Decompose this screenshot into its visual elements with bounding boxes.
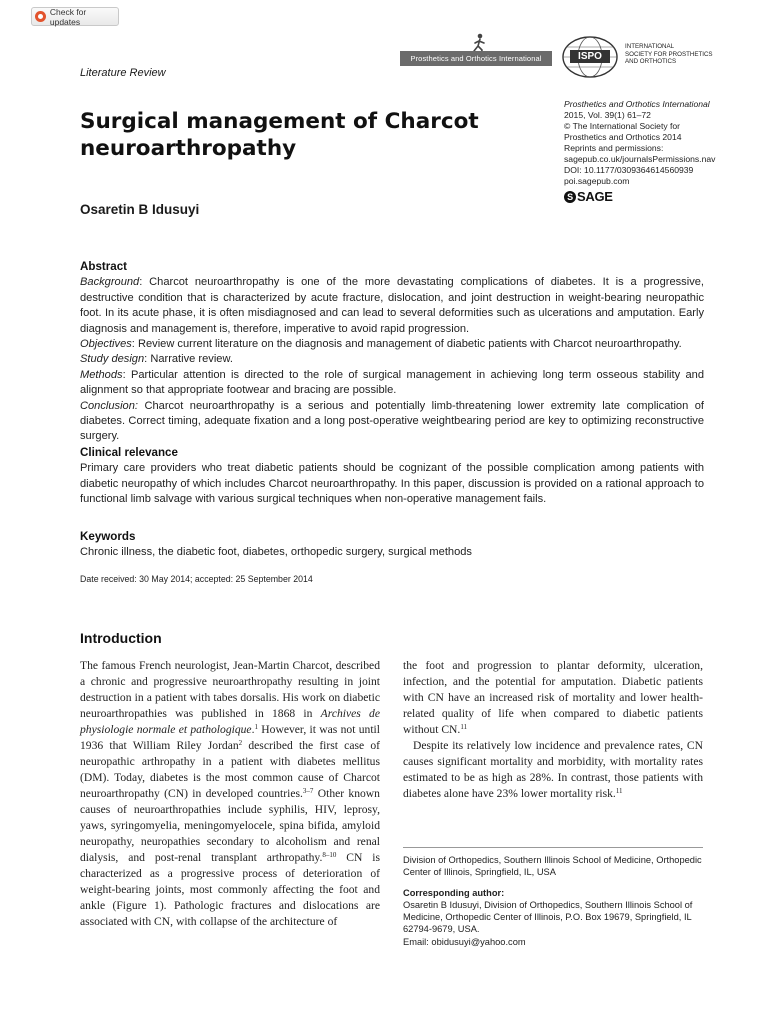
abstract-study-design: Study design: Narrative review. xyxy=(80,353,233,366)
footnote-divider xyxy=(403,847,703,848)
affiliation-text: Division of Orthopedics, Southern Illinois School of Medicine, Orthopedic Center of Illinois, Springfield, IL, USA xyxy=(403,855,702,878)
article-title: Surgical management of Charcot neuroarthropathy xyxy=(80,109,479,161)
introduction-heading: Introduction xyxy=(80,630,162,646)
corresponding-author-heading: Corresponding author: xyxy=(403,887,505,898)
permissions-link[interactable]: sagepub.co.uk/journalsPermissions.nav xyxy=(564,154,716,164)
clinical-relevance-heading: Clinical relevance xyxy=(80,446,178,459)
abstract-conclusion: Conclusion: Charcot neuroarthropathy is a serious and potentially limb-threatening lower extremity late complication of diabetes. Correct timing, adequate fixation and a long post-operative weightbearing period are key to optimizing reconstructive surgery. xyxy=(80,399,704,443)
author-affiliation xyxy=(403,854,708,948)
keywords-text: Chronic illness, the diabetic foot, diabetes, orthopedic surgery, surgical methods xyxy=(80,546,472,559)
sage-s-icon: S xyxy=(564,191,576,203)
abstract-methods: Methods: Particular attention is directed to the role of surgical management in achieving long term osseous stability and alignment so that appropriate footwear and bracing are possible. xyxy=(80,368,704,397)
doi-link[interactable]: DOI: 10.1177/0309364614560939 xyxy=(564,165,694,175)
keywords-heading: Keywords xyxy=(80,530,136,543)
ispo-logo-text: ISPO xyxy=(578,51,602,62)
reference-11b[interactable]: 11 xyxy=(615,787,623,795)
reference-1[interactable]: 1 xyxy=(254,723,258,731)
journal-banner: Prosthetics and Orthotics International xyxy=(400,51,552,66)
clinical-relevance-section xyxy=(80,445,704,508)
corresponding-author-text: Osaretin B Idusuyi, Division of Orthopedics, Southern Illinois School of Medicine, Orthopedic Center of Illinois, P.O. Box 19679, Springfield, IL 62794-9679, USA. xyxy=(403,899,693,935)
crossmark-icon xyxy=(35,11,46,22)
keywords-section xyxy=(80,529,704,561)
received-dates: Date received: 30 May 2014; accepted: 25 September 2014 xyxy=(80,574,313,584)
author-name: Osaretin B Idusuyi xyxy=(80,202,200,217)
journal-name: Prosthetics and Orthotics International xyxy=(564,99,710,109)
clinical-relevance-text: Primary care providers who treat diabetic patients should be cognizant of the possible complication among patients with diabetic neuropathy of which includes Charcot neuroarthropathy. In this paper, discussion is provided on a rational approach to functional limb salvage with various surgical techniques when non-operative management fails. xyxy=(80,462,704,506)
reference-11[interactable]: 11 xyxy=(460,723,468,731)
journal-url-link[interactable]: poi.sagepub.com xyxy=(564,176,630,186)
introduction-column-right: the foot and progression to plantar deformity, ulceration, infection, and the potential for amputation. Diabetic patients with CN have an increased risk of mortality and lower health-related quality of life when compared to diabetic patients without CN.$^{11}$ Despite its relatively low incidence and prevalence rates, CN causes significant mortality and morbidity, with mortality rates estimated to be as high as 28%. In contrast, those patients with diabetes alone have 23% lower mortality risk.$^{11}$ xyxy=(403,659,703,800)
introduction-column-left: The famous French neurologist, Jean-Martin Charcot, described a chronic and progressive neuroarthropathy resulting in joint destruction in a patient with tabes dorsalis. His work on diabetic neuroarthropathies was published in 1868 in Archives de physiologie normale et pathologique.$^1$ However, it was not until 1936 that William Riley Jordan$^2$ described the first case of neuropathic arthropathy in a patient with diabetes mellitus (DM). Today, diabetes is the most common cause of Charcot neuroarthropathy (CN) in developed countries.$^{3-7}$ Other known causes of neuroarthropathies include syphilis, HIV, leprosy, yaws, syringomyelia, meningomyelocele, spina bifida, amyloid neuropathy, neuropathies secondary to alcoholism and renal dialysis, and post-renal transplant arthropathy.$^{8-10}$ CN is characterized as a progressive process of deterioration of weight-bearing joints, most commonly affecting the foot and ankle (Figure 1). Pathologic fractures and dislocations are associated with CN, with collapse of the architecture of xyxy=(80,659,380,928)
abstract-background: Background: Charcot neuroarthropathy is one of the more devastating complications of diabetes. It is a progressive, destructive condition that is characterized by acute fracture, dislocation, and joint destruction in weight-bearing neuropathic foot. In its acute phase, it is often misdiagnosed and can lead to several deformities such as ulcerations and amputation. Early diagnosis and management is, therefore, imperative to avoid rapid progression. xyxy=(80,276,704,335)
abstract-heading: Abstract xyxy=(80,260,128,273)
abstract-objectives: Objectives: Review current literature on the diagnosis and management of diabetic patients with Charcot neuroarthropathy. xyxy=(80,338,682,351)
ispo-name: INTERNATIONAL SOCIETY FOR PROSTHETICS AND ORTHOTICS xyxy=(625,43,713,65)
reference-8-10[interactable]: 8–10 xyxy=(322,851,337,859)
abstract-section xyxy=(80,259,704,445)
publication-info: Prosthetics and Orthotics International 2015, Vol. 39(1) 61–72 © The International Society for Prosthetics and Orthotics 2014 Reprints and permissions: sagepub.co.uk/journalsPermissions.nav DOI: 10.1177/0309364614560939 poi.sagepub.com xyxy=(564,99,764,187)
section-label: Literature Review xyxy=(80,67,166,79)
email-link[interactable]: Email: obidusuyi@yahoo.com xyxy=(403,936,526,947)
reference-3-7[interactable]: 3–7 xyxy=(302,787,314,795)
check-for-updates-label: Check for updates xyxy=(49,6,87,27)
reference-2[interactable]: 2 xyxy=(238,739,243,747)
sage-logo: S SAGE xyxy=(564,189,613,204)
check-for-updates-button[interactable] xyxy=(31,7,119,26)
